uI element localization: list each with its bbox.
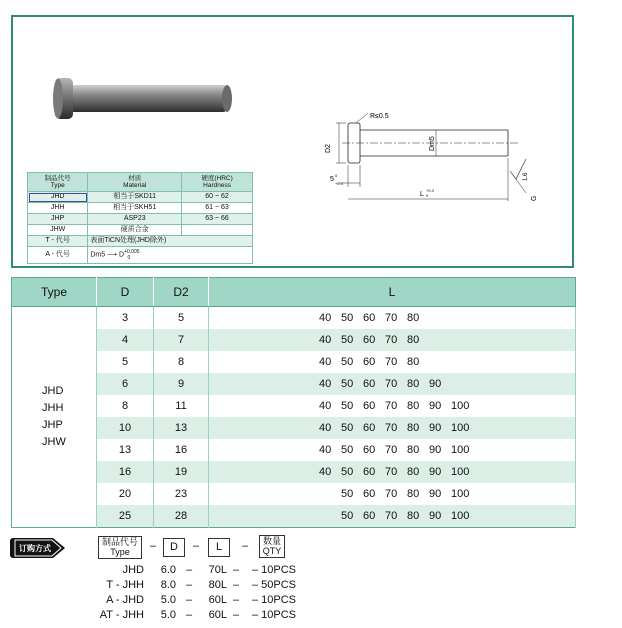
length-value: 50 <box>341 312 354 324</box>
order-example-row <box>10 609 310 623</box>
length-value: 40 <box>319 378 332 390</box>
order-d: 6.0 <box>160 564 176 576</box>
length-value: 70 <box>385 510 398 522</box>
length-value: 80 <box>407 334 420 346</box>
spec-material: ASP23 <box>88 214 182 225</box>
length-value: 80 <box>407 378 420 390</box>
product-info-panel <box>11 15 574 268</box>
l-cell <box>209 461 576 483</box>
length-value: 100 <box>451 510 470 522</box>
d-cell: 4 <box>97 329 154 351</box>
l-cell <box>209 307 576 330</box>
order-qty: 50PCS <box>261 579 296 591</box>
length-value: 60 <box>363 488 376 500</box>
head-tolerance-bottom: +0.3 <box>335 181 343 186</box>
table-row <box>12 395 576 417</box>
length-value: 60 <box>363 312 376 324</box>
spec-type: JHH <box>28 203 88 214</box>
col-type: Type <box>12 278 97 307</box>
spec-hardness: 63 ~ 66 <box>182 214 253 225</box>
order-example-row <box>10 564 310 578</box>
length-value: 80 <box>407 510 420 522</box>
ejector-pin-image <box>53 75 243 135</box>
table-row <box>12 483 576 505</box>
length-value: 50 <box>341 378 354 390</box>
order-type: A - JHD <box>106 594 144 606</box>
spec-material: 硬质合金 <box>88 225 182 236</box>
length-value: 80 <box>407 444 420 456</box>
order-qty: 10PCS <box>261 594 296 606</box>
length-value: 90 <box>429 466 442 478</box>
dash: – <box>252 594 259 606</box>
order-type: AT - JHH <box>99 609 144 621</box>
length-value: 50 <box>341 488 354 500</box>
head-length-label: 5 <box>330 176 334 183</box>
length-label: L <box>420 191 424 198</box>
type-code-en: Type <box>110 547 130 557</box>
length-value: 40 <box>319 312 332 324</box>
l-cell <box>209 373 576 395</box>
note-code: T - 代号 <box>28 236 88 247</box>
dm5-label: Dm5 <box>429 136 436 151</box>
d2-cell: 19 <box>154 461 209 483</box>
d2-cell: 13 <box>154 417 209 439</box>
length-value: 40 <box>319 444 332 456</box>
length-value: 60 <box>363 400 376 412</box>
order-example-row <box>10 579 310 593</box>
qty-en: QTY <box>262 546 282 556</box>
length-value: 90 <box>429 422 442 434</box>
type-jhp: JHP <box>42 419 63 431</box>
spec-type: JHP <box>28 214 88 225</box>
length-tolerance-bottom: 0 <box>426 193 429 198</box>
length-value: 80 <box>407 400 420 412</box>
spec-hardness: 61 ~ 63 <box>182 203 253 214</box>
order-d: 8.0 <box>160 579 176 591</box>
dash: – <box>150 540 157 552</box>
type-cell <box>12 307 97 528</box>
length-value: 70 <box>385 422 398 434</box>
order-type: JHD <box>122 564 144 576</box>
d-cell: 13 <box>97 439 154 461</box>
length-value: 100 <box>451 488 470 500</box>
technical-drawing <box>308 109 548 209</box>
length-value: 100 <box>451 466 470 478</box>
d-cell: 10 <box>97 417 154 439</box>
order-qty: 10PCS <box>261 609 296 621</box>
d2-cell: 7 <box>154 329 209 351</box>
order-method-badge <box>10 534 67 562</box>
length-value: 80 <box>407 466 420 478</box>
dash: – <box>233 594 240 606</box>
d2-cell: 8 <box>154 351 209 373</box>
type-code-cn: 制品代号 <box>101 537 138 547</box>
length-value: 70 <box>385 444 398 456</box>
length-value: 60 <box>363 378 376 390</box>
l-cell <box>209 351 576 373</box>
d2-cell: 9 <box>154 373 209 395</box>
length-value: 60 <box>363 422 376 434</box>
l-cell <box>209 439 576 461</box>
length-value: 80 <box>407 356 420 368</box>
length-value: 50 <box>341 422 354 434</box>
spec-type-jhd: JHD <box>28 192 88 203</box>
table-row <box>12 439 576 461</box>
d-cell: 16 <box>97 461 154 483</box>
length-value: 90 <box>429 378 442 390</box>
length-value: 70 <box>385 334 398 346</box>
header-hardness: 硬度(HRC) Hardness <box>182 173 253 192</box>
l-code-box: L <box>208 538 230 557</box>
length-value: 60 <box>363 356 376 368</box>
dash: – <box>193 540 200 552</box>
type-jhw: JHW <box>42 436 66 448</box>
dash: – <box>233 579 240 591</box>
order-method-label: 订购方式 <box>19 544 51 553</box>
length-value: 50 <box>341 466 354 478</box>
length-value: 60 <box>363 334 376 346</box>
qty-cn: 数量 <box>262 536 281 546</box>
dash: – <box>233 564 240 576</box>
dash: – <box>186 609 193 621</box>
spec-type: JHW <box>28 225 88 236</box>
l-cell <box>209 417 576 439</box>
d-cell: 5 <box>97 351 154 373</box>
finish-label: 1.6 <box>523 172 529 181</box>
type-jhd: JHD <box>42 385 64 397</box>
type-code-box <box>98 536 142 559</box>
length-value: 40 <box>319 422 332 434</box>
note-text: 表面TiCN处理(JHD除外) <box>88 236 253 247</box>
length-value: 90 <box>429 400 442 412</box>
order-l: 60L <box>208 594 227 606</box>
d-cell: 3 <box>97 307 154 330</box>
dash: – <box>252 579 259 591</box>
dash: – <box>186 579 193 591</box>
table-row <box>12 329 576 351</box>
l-cell <box>209 395 576 417</box>
type-jhh: JHH <box>42 402 64 414</box>
length-tolerance-top: +0.3 <box>426 188 434 193</box>
d2-cell: 11 <box>154 395 209 417</box>
dash: – <box>252 564 259 576</box>
header-material: 材质 Material <box>88 173 182 192</box>
order-example-row <box>10 594 310 608</box>
length-value: 100 <box>451 444 470 456</box>
table-row <box>12 373 576 395</box>
length-value: 70 <box>385 488 398 500</box>
order-l: 60L <box>208 609 227 621</box>
d2-cell: 16 <box>154 439 209 461</box>
length-value: 50 <box>341 400 354 412</box>
length-value: 70 <box>385 466 398 478</box>
head-tolerance-top: 0 <box>335 173 338 178</box>
d-cell: 8 <box>97 395 154 417</box>
dash: – <box>252 609 259 621</box>
table-row <box>12 417 576 439</box>
col-d: D <box>97 278 154 307</box>
length-value: 100 <box>451 422 470 434</box>
length-value: 80 <box>407 488 420 500</box>
length-value: 40 <box>319 466 332 478</box>
d2-cell: 23 <box>154 483 209 505</box>
d-cell: 6 <box>97 373 154 395</box>
order-d: 5.0 <box>160 609 176 621</box>
order-qty: 10PCS <box>261 564 296 576</box>
size-table <box>11 277 576 528</box>
radius-label: R≤0.5 <box>370 113 389 120</box>
l-cell <box>209 505 576 528</box>
length-value: 70 <box>385 378 398 390</box>
qty-code-box <box>259 535 285 558</box>
d2-label: D2 <box>325 144 332 153</box>
l-cell <box>209 329 576 351</box>
length-value: 90 <box>429 444 442 456</box>
length-value: 80 <box>407 422 420 434</box>
dash: – <box>242 540 249 552</box>
material-spec-table <box>27 172 253 264</box>
col-d2: D2 <box>154 278 209 307</box>
l-cell <box>209 483 576 505</box>
length-value: 70 <box>385 312 398 324</box>
header-type: 制品代号 Type <box>28 173 88 192</box>
length-value: 60 <box>363 444 376 456</box>
spec-hardness <box>182 225 253 236</box>
length-value: 40 <box>319 400 332 412</box>
length-value: 90 <box>429 488 442 500</box>
length-value: 50 <box>341 334 354 346</box>
length-value: 50 <box>341 444 354 456</box>
d2-cell: 5 <box>154 307 209 330</box>
d-code-box: D <box>163 538 185 557</box>
order-l: 80L <box>208 579 227 591</box>
length-value: 50 <box>341 356 354 368</box>
length-value: 90 <box>429 510 442 522</box>
length-value: 70 <box>385 400 398 412</box>
length-value: 80 <box>407 312 420 324</box>
length-value: 60 <box>363 510 376 522</box>
order-l: 70L <box>208 564 227 576</box>
table-row <box>12 505 576 528</box>
length-value: 40 <box>319 356 332 368</box>
col-l: L <box>209 278 576 307</box>
d2-cell: 28 <box>154 505 209 528</box>
spec-material: 相当于SKH51 <box>88 203 182 214</box>
length-value: 40 <box>319 334 332 346</box>
table-row <box>12 307 576 330</box>
spec-hardness: 60 ~ 62 <box>182 192 253 203</box>
table-row <box>12 461 576 483</box>
dash: – <box>186 594 193 606</box>
length-value: 70 <box>385 356 398 368</box>
d-cell: 20 <box>97 483 154 505</box>
order-d: 5.0 <box>160 594 176 606</box>
spec-material: 相当于SKD11 <box>88 192 182 203</box>
note-code: A - 代号 <box>28 247 88 264</box>
length-value: 60 <box>363 466 376 478</box>
length-value: 50 <box>341 510 354 522</box>
length-value: 100 <box>451 400 470 412</box>
d-cell: 25 <box>97 505 154 528</box>
dash: – <box>233 609 240 621</box>
dash: – <box>186 564 193 576</box>
g-label: G <box>531 195 538 201</box>
table-row <box>12 351 576 373</box>
order-type: T - JHH <box>106 579 144 591</box>
note-text: Dm5 ⟶ $D^{+0.005}_0$ <box>88 247 253 264</box>
